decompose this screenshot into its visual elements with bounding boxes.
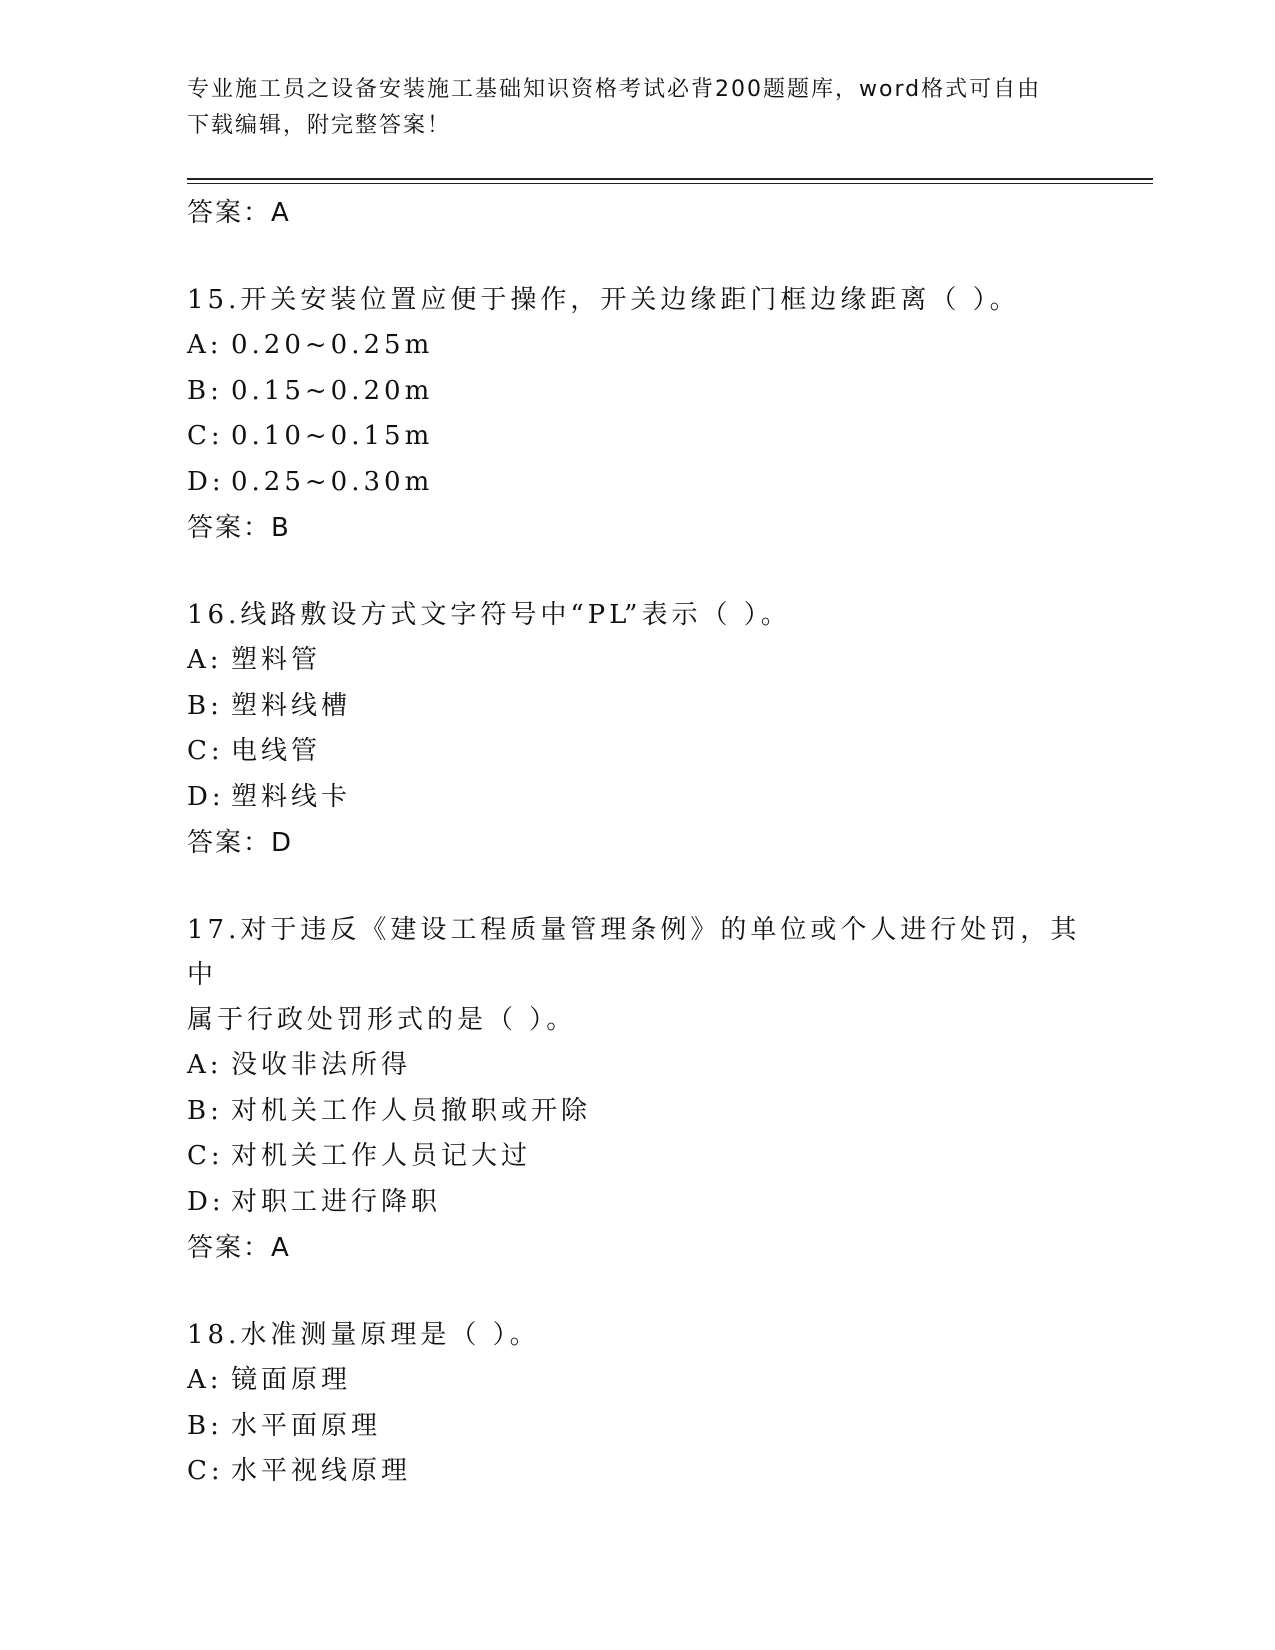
- option-key: D:: [187, 781, 225, 812]
- option-text: 塑料线槽: [231, 690, 352, 721]
- header-divider-thin: [187, 183, 1153, 184]
- option-b: [187, 1404, 1087, 1450]
- previous-answer: 答案：A: [187, 198, 291, 228]
- option-text: 水平视线原理: [231, 1456, 412, 1486]
- question-text-line-2: 属于行政处罚形式的是（ ）。: [187, 1005, 577, 1035]
- question-text: 15.开关安装位置应便于操作，开关边缘距门框边缘距离（ ）。: [187, 285, 1020, 315]
- document-header: [187, 72, 1087, 144]
- option-a: [187, 638, 1087, 684]
- option-key: D:: [187, 466, 225, 497]
- header-divider-thick: [187, 178, 1153, 180]
- option-key: B:: [187, 375, 223, 406]
- option-d: [187, 1180, 1087, 1226]
- option-text: 0.25~0.30m: [231, 466, 434, 497]
- option-key: C:: [187, 736, 224, 766]
- answer: 答案：A: [187, 1233, 291, 1263]
- option-a: [187, 1043, 1087, 1089]
- option-c: [187, 1449, 1087, 1495]
- option-text: 塑料线卡: [231, 781, 352, 812]
- answer: 答案：D: [187, 828, 294, 858]
- option-b: [187, 369, 1087, 415]
- option-d: [187, 775, 1087, 821]
- question-list: [187, 190, 1087, 1495]
- option-text: 电线管: [231, 736, 322, 766]
- option-c: [187, 1134, 1087, 1180]
- option-a: [187, 1358, 1087, 1404]
- option-key: B:: [187, 1095, 223, 1126]
- option-text: 0.20~0.25m: [231, 330, 434, 360]
- option-key: C:: [187, 1456, 224, 1486]
- option-key: A:: [187, 1365, 223, 1395]
- option-key: A:: [187, 1050, 223, 1080]
- option-text: 没收非法所得: [231, 1050, 412, 1080]
- option-text: 对机关工作人员记大过: [231, 1141, 532, 1171]
- option-key: C:: [187, 421, 224, 451]
- option-text: 水平面原理: [231, 1410, 382, 1441]
- option-text: 对机关工作人员撤职或开除: [231, 1095, 592, 1126]
- question-text-line-1: 17.对于违反《建设工程质量管理条例》的单位或个人进行处罚，其中: [187, 915, 1081, 990]
- option-b: [187, 1089, 1087, 1135]
- header-line-2: 下载编辑，附完整答案！: [187, 113, 452, 138]
- option-key: C:: [187, 1141, 224, 1171]
- option-c: [187, 729, 1087, 775]
- question-15: [187, 278, 1087, 551]
- question-text: 18.水准测量原理是（ ）。: [187, 1320, 540, 1350]
- header-line-1: 专业施工员之设备安装施工基础知识资格考试必背200题题库，word格式可自由: [187, 77, 1042, 102]
- question-18: [187, 1313, 1087, 1495]
- question-text: 16.线路敷设方式文字符号中“PL”表示（ ）。: [187, 600, 791, 630]
- option-text: 塑料管: [231, 645, 322, 675]
- question-16: [187, 593, 1087, 866]
- question-17: [187, 908, 1087, 1271]
- option-text: 对职工进行降职: [231, 1186, 442, 1217]
- option-key: D:: [187, 1186, 225, 1217]
- option-d: [187, 460, 1087, 506]
- option-b: [187, 684, 1087, 730]
- option-text: 镜面原理: [231, 1365, 352, 1395]
- option-text: 0.10~0.15m: [231, 421, 434, 451]
- option-text: 0.15~0.20m: [231, 375, 434, 406]
- option-c: [187, 414, 1087, 460]
- option-key: A:: [187, 645, 223, 675]
- option-key: B:: [187, 1410, 223, 1441]
- option-a: [187, 323, 1087, 369]
- option-key: A:: [187, 330, 223, 360]
- answer: 答案：B: [187, 513, 291, 543]
- option-key: B:: [187, 690, 223, 721]
